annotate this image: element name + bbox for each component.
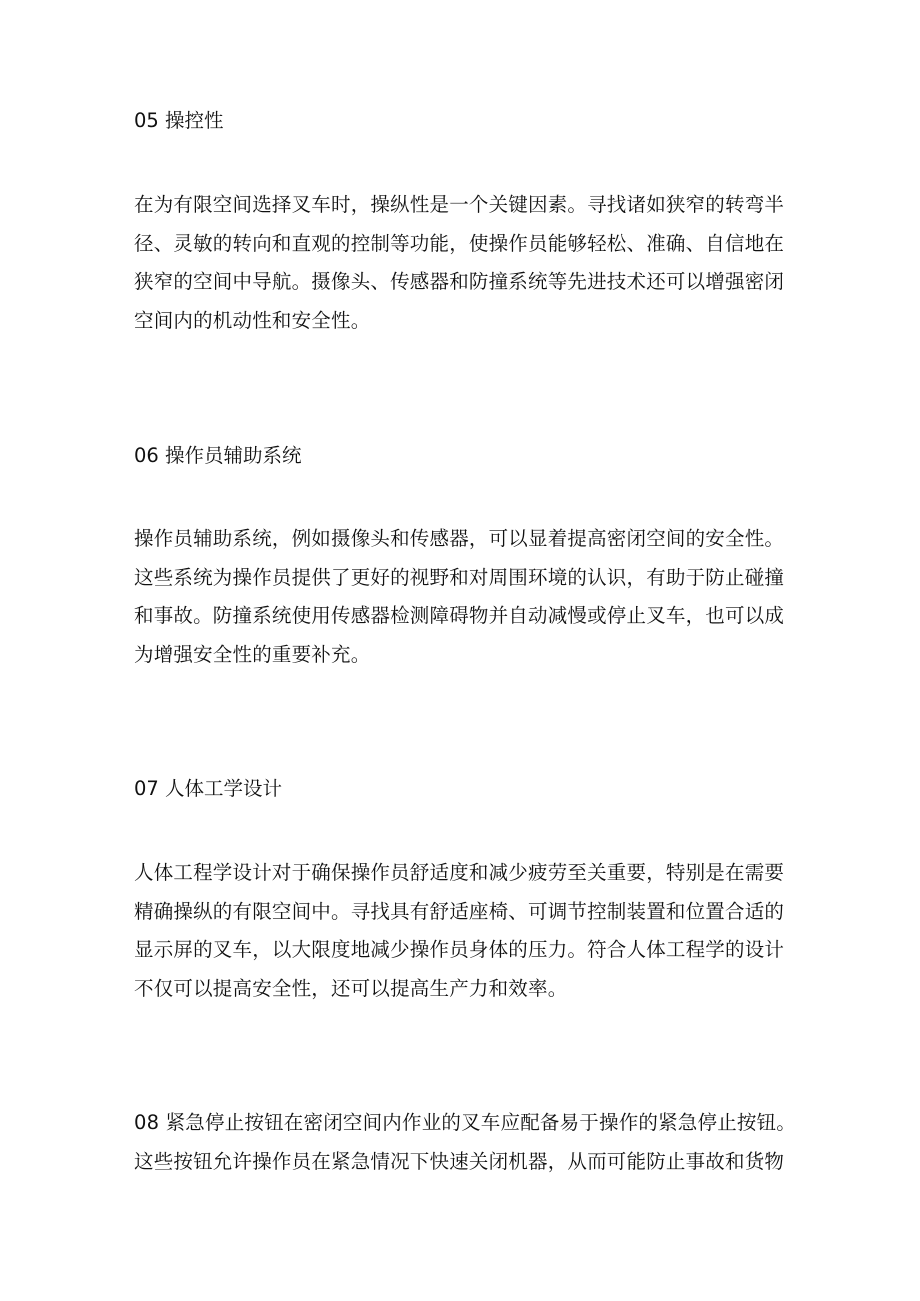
paragraph-line: 显示屏的叉车，以大限度地减少操作员身体的压力。符合人体工程学的设计 bbox=[134, 938, 785, 961]
section-body-05 bbox=[134, 186, 794, 340]
paragraph-line: 08 紧急停止按钮在密闭空间内作业的叉车应配备易于操作的紧急停止按钮。 bbox=[134, 1111, 797, 1134]
paragraph-line: 为增强安全性的重要补充。 bbox=[134, 642, 371, 666]
section-body-08 bbox=[134, 1104, 797, 1181]
paragraph-line: 不仅可以提高安全性，还可以提高生产力和效率。 bbox=[134, 976, 568, 1000]
section-body-06 bbox=[134, 520, 794, 674]
section-heading-06: 06 操作员辅助系统 bbox=[134, 444, 302, 467]
paragraph-line: 空间内的机动性和安全性。 bbox=[134, 308, 371, 332]
section-body-07 bbox=[134, 854, 794, 1008]
paragraph-line: 径、灵敏的转向和直观的控制等功能，使操作员能够轻松、准确、自信地在 bbox=[134, 231, 785, 255]
section-heading-07: 07 人体工学设计 bbox=[134, 777, 283, 800]
paragraph-line: 人体工程学设计对于确保操作员舒适度和减少疲劳至关重要，特别是在需要 bbox=[134, 861, 785, 884]
paragraph-line: 操作员辅助系统，例如摄像头和传感器，可以显着提高密闭空间的安全性。 bbox=[134, 527, 785, 550]
paragraph-line: 这些按钮允许操作员在紧急情况下快速关闭机器，从而可能防止事故和货物 bbox=[134, 1149, 785, 1173]
paragraph-line: 狭窄的空间中导航。摄像头、传感器和防撞系统等先进技术还可以增强密闭 bbox=[134, 270, 785, 293]
section-heading-05: 05 操控性 bbox=[134, 109, 224, 132]
paragraph-line: 精确操纵的有限空间中。寻找具有舒适座椅、可调节控制装置和位置合适的 bbox=[134, 899, 785, 923]
paragraph-line: 这些系统为操作员提供了更好的视野和对周围环境的认识，有助于防止碰撞 bbox=[134, 565, 785, 589]
paragraph-line: 在为有限空间选择叉车时，操纵性是一个关键因素。寻找诸如狭窄的转弯半 bbox=[134, 193, 785, 216]
paragraph-line: 和事故。防撞系统使用传感器检测障碍物并自动减慢或停止叉车，也可以成 bbox=[134, 604, 785, 627]
